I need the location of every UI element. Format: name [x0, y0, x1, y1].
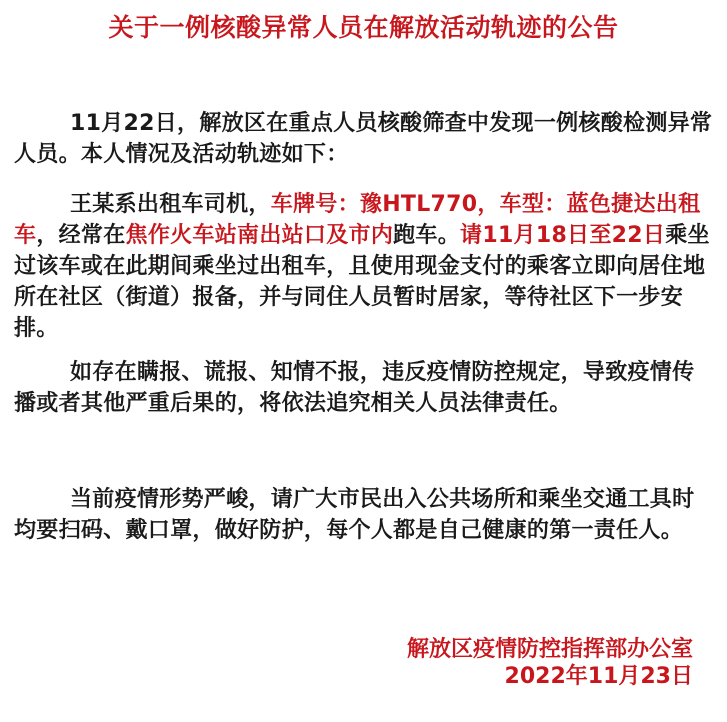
location-highlight: 焦作火车站南出站口及市内 — [125, 223, 394, 248]
driver-intro-text: 王某系出租车司机， — [70, 192, 271, 217]
route-end-text: 跑车。 — [393, 223, 461, 248]
paragraph-legal-warning: 如存在瞒报、谎报、知情不报，违反疫情防控规定，导致疫情传播或者其他严重后果的，将依法追究相关人员法律责任。 — [14, 360, 695, 416]
date-range-highlight: 请11月18日至22日 — [460, 223, 666, 248]
route-connector-text: ，经常在 — [36, 223, 126, 248]
paragraph-driver-details — [14, 189, 714, 344]
signature-date: 2022年11月23日 — [504, 664, 693, 689]
paragraph-public-advice: 当前疫情形势严峻，请广大市民出入公共场所和乘坐交通工具时均要扫码、戴口罩，做好防护，每个人都是自己健康的第一责任人。 — [14, 487, 695, 543]
notice-title: 关于一例核酸异常人员在解放活动轨迹的公告 — [108, 13, 619, 42]
vehicle-info-highlight: 车牌号：豫HTL770，车型：蓝色捷达出租车 — [14, 192, 701, 248]
paragraph-intro: 11月22日，解放区在重点人员核酸筛查中发现一例核酸检测异常人员。本人情况及活动轨迹如下： — [14, 111, 713, 167]
signature-organization: 解放区疫情防控指挥部办公室 — [406, 637, 693, 662]
instruction-text: 乘坐过该车或在此期间乘坐过出租车，且使用现金支付的乘客立即向居住地所在社区（街道）报备，并与同住人员暂时居家，等待社区下一步安排。 — [14, 223, 710, 341]
